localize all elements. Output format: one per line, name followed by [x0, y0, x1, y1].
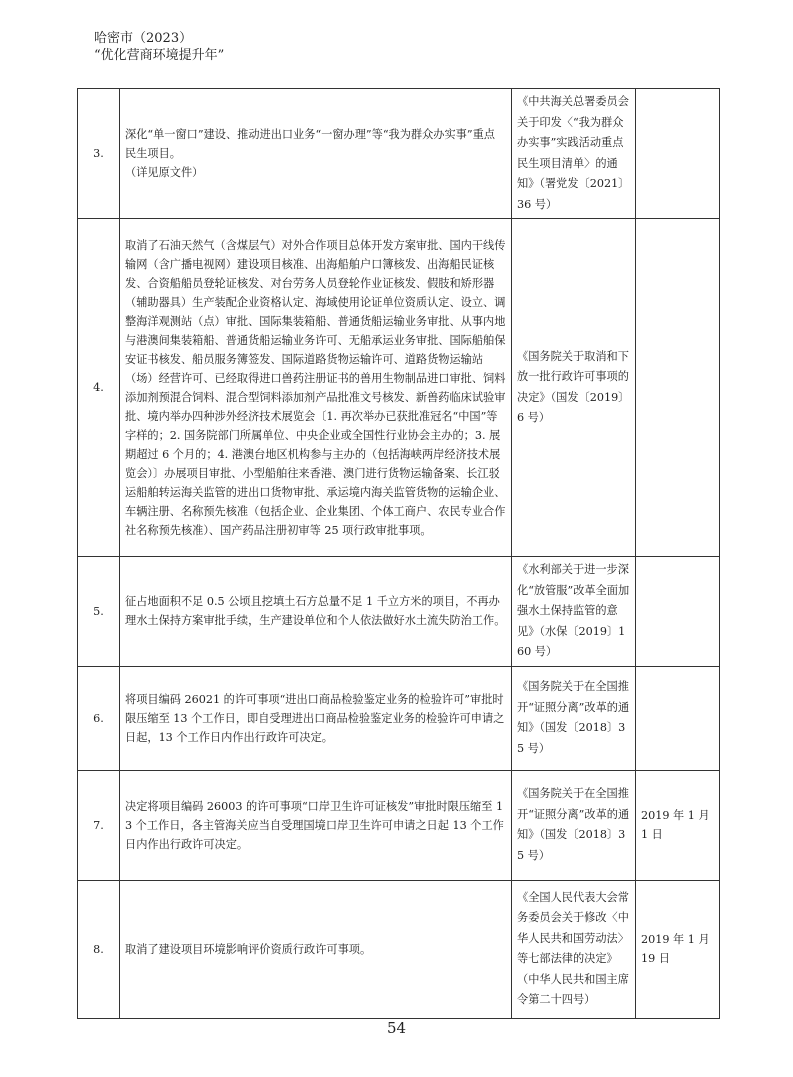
row-date: 2019 年 1 月 19 日 — [636, 880, 720, 1018]
row-basis: 《国务院关于在全国推开“证照分离”改革的通知》（国发〔2018〕35 号） — [512, 770, 636, 880]
table-row — [78, 557, 720, 667]
header-line-2: “优化营商环境提升年” — [94, 48, 225, 63]
row-basis: 《水利部关于进一步深化“放管服”改革全面加强水土保持监管的意见》（水保〔2019〕160 号） — [512, 557, 636, 667]
row-date — [636, 89, 720, 219]
row-number: 6. — [78, 666, 120, 770]
row-date — [636, 666, 720, 770]
table-row — [78, 770, 720, 880]
row-date — [636, 219, 720, 557]
row-basis: 《国务院关于取消和下放一批行政许可事项的决定》（国发〔2019〕6 号） — [512, 219, 636, 557]
row-content: 将项目编码 26021 的许可事项“进出口商品检验鉴定业务的检验许可”审批时限压缩至 13 个工作日，即自受理进出口商品检验鉴定业务的检验许可申请之日起，13 个工作日内作出行政许可决定。 — [120, 666, 512, 770]
page-number: 54 — [386, 1019, 407, 1037]
row-date — [636, 557, 720, 667]
header-line-1: 哈密市（2023） — [94, 31, 193, 46]
table-row — [78, 880, 720, 1018]
row-content: 征占地面积不足 0.5 公顷且挖填土石方总量不足 1 千立方米的项目，不再办理水土保持方案审批手续，生产建设单位和个人依法做好水土流失防治工作。 — [120, 557, 512, 667]
row-basis: 《国务院关于在全国推开“证照分离”改革的通知》（国发〔2018〕35 号） — [512, 666, 636, 770]
row-number: 7. — [78, 770, 120, 880]
row-content: 取消了石油天然气（含煤层气）对外合作项目总体开发方案审批、国内干线传输网（含广播电视网）建设项目核准、出海船舶户口簿核发、出海船民证核发、合资船船员登轮证核发、对台劳务人员登轮作业证核发、假肢和矫形器（辅助器具）生产装配企业资格认定、海域使用论证单位资质认定、设立、调整海洋观测站（点）审批、国际集装箱船、普通货船运输业务审批、从事内地与港澳间集装箱船、普通货船运输业务许可、无船承运业务审批、国际船舶保安证书核发、船员服务簿签发、国际道路货物运输许可、道路货物运输站（场）经营许可、已经取得进口兽药注册证书的兽用生物制品进口审批、饲料添加剂预混合饲料、混合型饲料添加剂产品批准文号核发、新兽药临床试验审批、境内举办四种涉外经济技术展览会〔1. 再次举办已获批准冠名“中国”等字样的；2. 国务院部门所属单位、中央企业或全国性行业协会主办的；3. 展期超过 6 个月的；4. 港澳台地区机构参与主办的（包括海峡两岸经济技术展览会）〕办展项目审批、小型船舶往来香港、澳门进行货物运输备案、长江驳运船舶转运海关监管的进出口货物审批、承运境内海关监管货物的运输企业、车辆注册、名称预先核准（包括企业、企业集团、个体工商户、农民专业合作社名称预先核准）、国产药品注册初审等 25 项行政审批事项。 — [120, 219, 512, 557]
row-basis: 《中共海关总署委员会关于印发〈“我为群众办实事”实践活动重点民生项目清单〉的通知》（署党发〔2021〕36 号） — [512, 89, 636, 219]
row-number: 4. — [78, 219, 120, 557]
row-number: 3. — [78, 89, 120, 219]
row-basis: 《全国人民代表大会常务委员会关于修改〈中华人民共和国劳动法〉等七部法律的决定》（中华人民共和国主席令第二十四号） — [512, 880, 636, 1018]
table-row — [78, 219, 720, 557]
row-content: 决定将项目编码 26003 的许可事项“口岸卫生许可证核发”审批时限压缩至 13 个工作日，各主管海关应当自受理国境口岸卫生许可申请之日起 13 个工作日内作出行政许可决定。 — [120, 770, 512, 880]
row-number: 8. — [78, 880, 120, 1018]
row-number: 5. — [78, 557, 120, 667]
table-row — [78, 89, 720, 219]
table-row — [78, 666, 720, 770]
policy-table — [77, 88, 720, 1019]
document-header — [94, 30, 224, 64]
row-content: 取消了建设项目环境影响评价资质行政许可事项。 — [120, 880, 512, 1018]
row-date: 2019 年 1 月 1 日 — [636, 770, 720, 880]
row-content: 深化“单一窗口”建设、推动进出口业务“一窗办理”等“我为群众办实事”重点民生项目。 （详见原文件） — [120, 89, 512, 219]
